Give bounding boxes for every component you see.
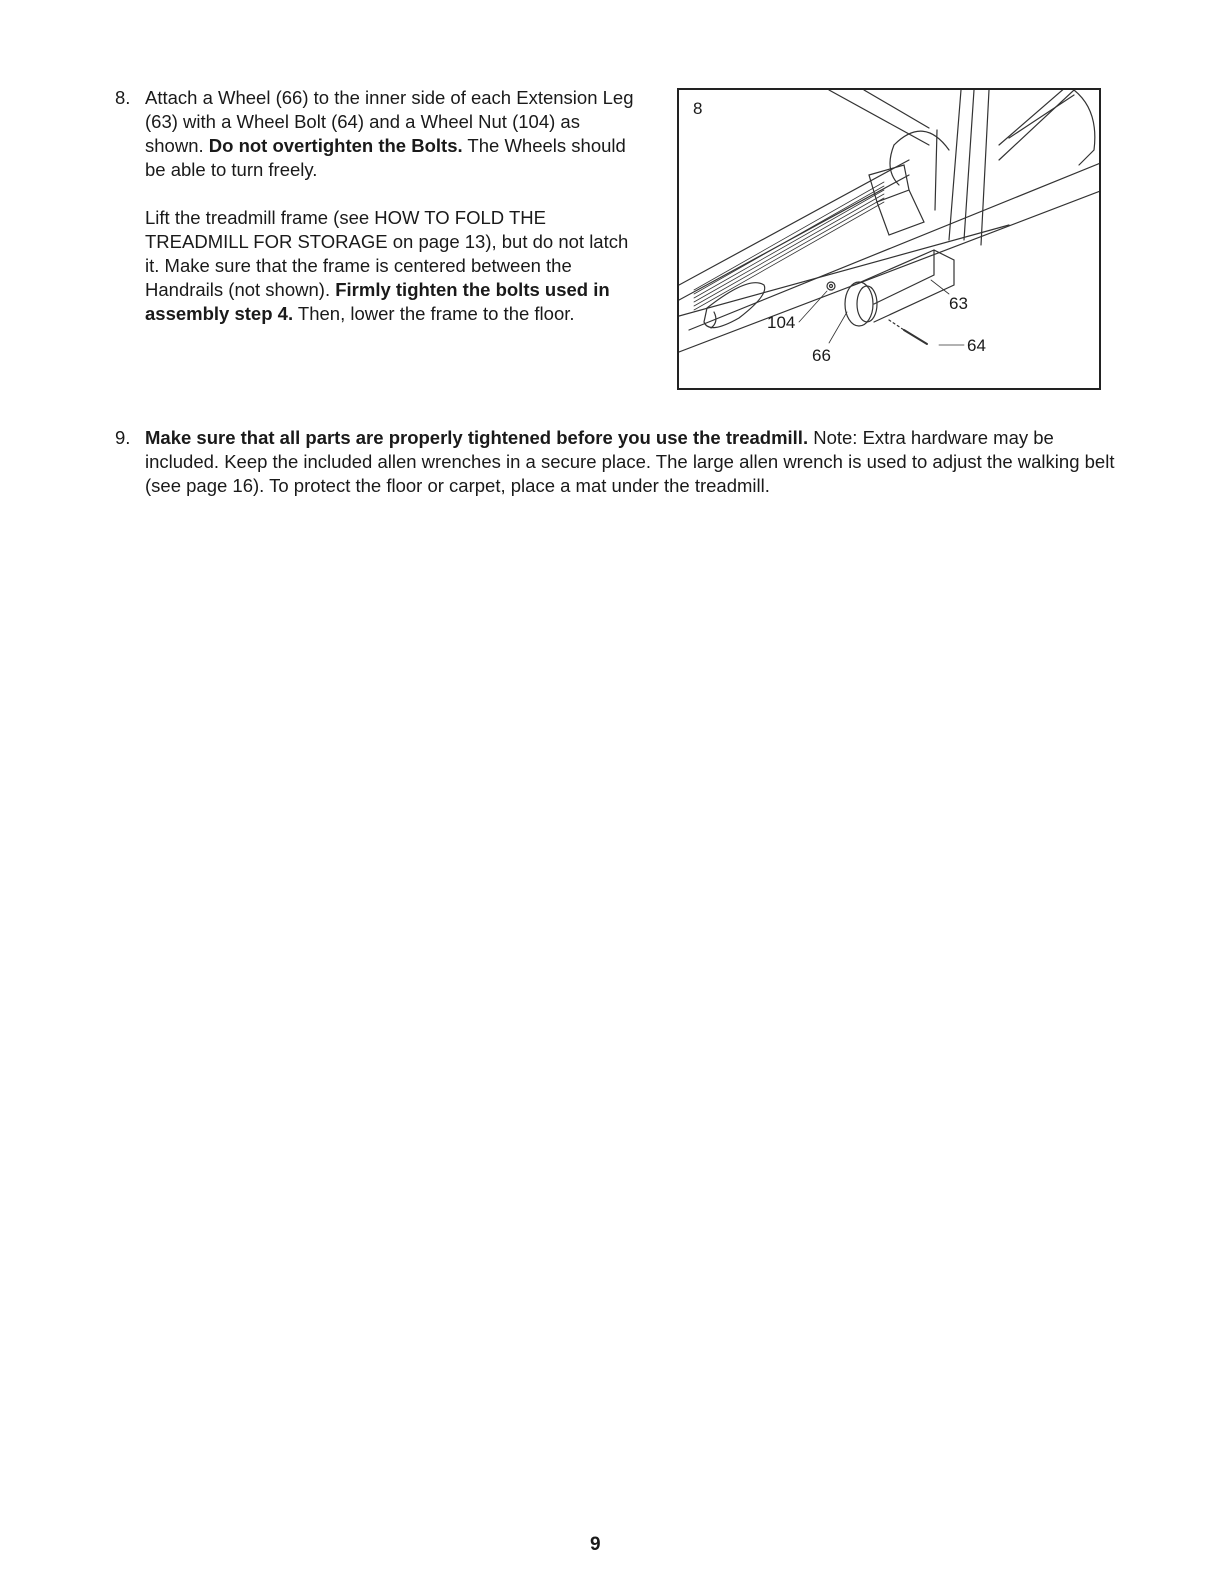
step-number: 8. xyxy=(115,87,131,108)
paragraph-text: The Wheels should be able to turn freely. xyxy=(145,135,626,180)
step-9-paragraph xyxy=(145,426,1115,498)
assembly-drawing xyxy=(679,90,1101,390)
paragraph-text: Then, lower the frame to the floor. xyxy=(293,303,575,324)
bold-instruction: Firmly tighten the bolts used in assembly step 4. xyxy=(145,279,610,324)
callout-66: 66 xyxy=(812,346,831,365)
figure-step-label: 8 xyxy=(693,99,703,118)
step-body xyxy=(145,86,635,350)
callout-104: 104 xyxy=(767,313,796,332)
callout-63: 63 xyxy=(949,294,968,313)
callout-64: 64 xyxy=(967,336,986,355)
paragraph-text: Lift the treadmill frame (see HOW TO FOLD THE TREADMILL FOR STORAGE on page 13), but do not latch it. Make sure that the frame is centered between the Handrails (not shown). xyxy=(145,207,629,300)
paragraph-text: Note: Extra hardware may be included. Keep the included allen wrenches in a secure place. The large allen wrench is used to adjust the walking belt (see page 16). To protect the floor or carpet, place a mat under the treadmill. xyxy=(145,427,1115,496)
page-number: 9 xyxy=(590,1534,601,1555)
step-body xyxy=(145,426,1115,522)
bold-warning: Make sure that all parts are properly tightened before you use the treadmill. xyxy=(145,427,809,448)
assembly-figure xyxy=(677,88,1101,390)
step-8-paragraph-2 xyxy=(145,206,635,326)
paragraph-text: Attach a Wheel (66) to the inner side of each Extension Leg (63) with a Wheel Bolt (64) and a Wheel Nut (104) as shown. xyxy=(145,87,634,156)
bold-warning: Do not overtighten the Bolts. xyxy=(208,135,463,156)
step-number: 9. xyxy=(115,427,131,448)
step-8-paragraph-1 xyxy=(145,86,635,182)
